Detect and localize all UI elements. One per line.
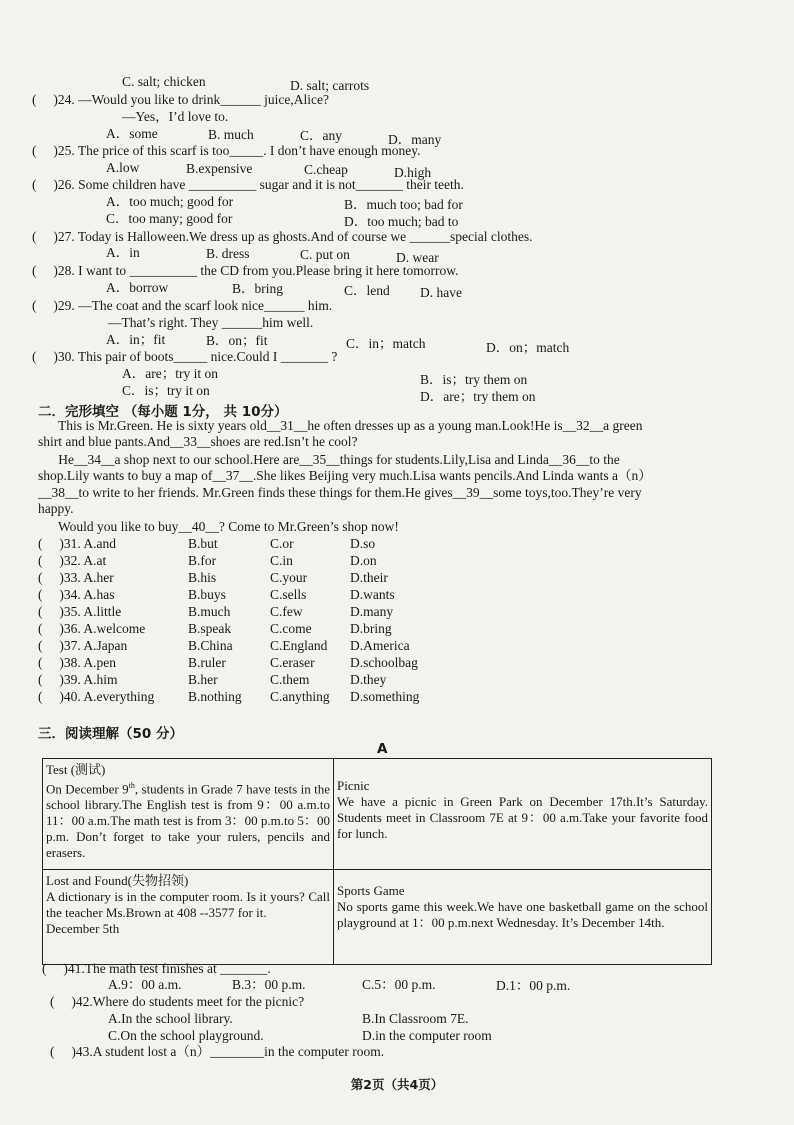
test-notice-date-suffix: th <box>128 781 135 790</box>
sports-notice-body: No sports game this week.We have one basketball game on the school playground at 1：00 p.m.next Wednesday. It’s December 14th. <box>337 899 708 930</box>
lost-found-date: December 5th <box>46 921 120 936</box>
q26-option-d: D．too much; bad to <box>344 214 459 229</box>
q24-reply: —Yes，I’d love to. <box>122 109 229 124</box>
cloze-item-40-c: C.anything <box>270 689 330 704</box>
section3-title: 三．阅读理解（50 分） <box>38 726 183 742</box>
q27-option-b: B. dress <box>206 246 250 261</box>
q24-stem: ( )24. —Would you like to drink______ juice,Alice? <box>32 92 329 107</box>
picnic-notice-title: Picnic <box>337 778 370 793</box>
cloze-item-32-d: D.on <box>350 553 377 568</box>
q42-option-c: C.On the school playground. <box>108 1028 264 1043</box>
q29-option-a: A．in；fit <box>106 332 166 347</box>
cloze-item-37-d: D.America <box>350 638 410 653</box>
cloze-line-3: He__34__a shop next to our school.Here are__35__things for students.Lily,Lisa and Linda__36__to the <box>38 452 620 467</box>
cloze-line-6: happy. <box>38 501 74 516</box>
cloze-item-33-d: D.their <box>350 570 388 585</box>
cloze-item-33-b: B.his <box>188 570 217 585</box>
q25-stem: ( )25. The price of this scarf is too_____. I don’t have enough money. <box>32 143 421 158</box>
cloze-item-38-b: B.ruler <box>188 655 226 670</box>
cloze-item-40-b: B.nothing <box>188 689 242 704</box>
reading-part-label: A <box>377 741 388 757</box>
q29-stem: ( )29. —The coat and the scarf look nice______ him. <box>32 298 333 313</box>
cloze-item-32-b: B.for <box>188 553 217 568</box>
cloze-line-4: shop.Lily wants to buy a map of__37__.She likes Beijing very much.Lisa wants pencils.And Linda wants a（n） <box>38 468 652 483</box>
q25-option-d: D.high <box>394 165 432 180</box>
q42-option-b: B.In Classroom 7E. <box>362 1011 469 1026</box>
cloze-item-33-a: ( )33. A.her <box>38 570 114 585</box>
q26-option-b: B．much too; bad for <box>344 197 463 212</box>
test-notice-body <box>46 778 330 861</box>
q24-option-b: B. much <box>208 127 254 142</box>
sports-notice-title: Sports Game <box>337 883 405 898</box>
test-notice-date: On December 9 <box>46 781 129 797</box>
q27-stem: ( )27. Today is Halloween.We dress up as ghosts.And of course we ______special clothes. <box>32 229 533 244</box>
cloze-item-34-c: C.sells <box>270 587 307 602</box>
q42-stem: ( )42.Where do students meet for the picnic? <box>50 994 305 1009</box>
q29-option-b: B．on；fit <box>206 333 268 348</box>
q29-reply: —That’s right. They ______him well. <box>108 315 314 330</box>
q26-stem: ( )26. Some children have __________ sugar and it is not_______ their teeth. <box>32 177 464 192</box>
q24-option-d: D．many <box>388 132 442 147</box>
cloze-item-37-c: C.England <box>270 638 328 653</box>
cloze-item-34-b: B.buys <box>188 587 226 602</box>
page-footer: 第2页（共4页） <box>350 1077 444 1092</box>
cloze-item-35-c: C.few <box>270 604 303 619</box>
q41-stem: ( )41.The math test finishes at _______. <box>42 961 271 976</box>
cloze-item-39-b: B.her <box>188 672 218 687</box>
q28-option-a: A．borrow <box>106 280 169 295</box>
cloze-item-40-a: ( )40. A.everything <box>38 689 155 704</box>
lost-found-notice <box>43 870 334 965</box>
q29-option-d: D．on；match <box>486 340 570 355</box>
cloze-item-39-c: C.them <box>270 672 310 687</box>
q24-option-c: C．any <box>300 128 342 143</box>
q29-option-c: C．in；match <box>346 336 426 351</box>
cloze-item-38-d: D.schoolbag <box>350 655 418 670</box>
q25-option-b: B.expensive <box>186 161 253 176</box>
q30-option-d: D．are；try them on <box>420 389 536 404</box>
q41-option-a: A.9：00 a.m. <box>108 977 182 992</box>
cloze-item-35-a: ( )35. A.little <box>38 604 122 619</box>
q42-option-a: A.In the school library. <box>108 1011 233 1026</box>
q28-stem: ( )28. I want to __________ the CD from you.Please bring it here tomorrow. <box>32 263 459 278</box>
cloze-item-37-b: B.China <box>188 638 233 653</box>
picnic-notice-body: We have a picnic in Green Park on December 17th.It’s Saturday. Students meet in Classroom 7E at 9：00 a.m.Take your favorite food for lunch. <box>337 794 708 841</box>
cloze-line-1: This is Mr.Green. He is sixty years old__31__he often dresses up as a young man.Look!He is__32__a green <box>38 418 643 433</box>
q28-option-d: D. have <box>420 285 462 300</box>
sports-notice <box>334 870 712 965</box>
q42-option-d: D.in the computer room <box>362 1028 492 1043</box>
cloze-item-32-c: C.in <box>270 553 293 568</box>
q30-stem: ( )30. This pair of boots_____ nice.Could I _______ ? <box>32 349 338 364</box>
cloze-item-39-d: D.they <box>350 672 387 687</box>
q27-option-a: A．in <box>106 245 140 260</box>
q41-option-b: B.3：00 p.m. <box>232 977 306 992</box>
q30-option-c: C．is；try it on <box>122 383 210 398</box>
cloze-item-36-a: ( )36. A.welcome <box>38 621 146 636</box>
q27-option-c: C. put on <box>300 247 350 262</box>
cloze-item-34-a: ( )34. A.has <box>38 587 115 602</box>
notice-board-table <box>42 758 712 965</box>
q27-option-d: D. wear <box>396 250 439 265</box>
cloze-item-37-a: ( )37. A.Japan <box>38 638 128 653</box>
cloze-line-2: shirt and blue pants.And__33__shoes are red.Isn’t he cool? <box>38 434 358 449</box>
q28-option-c: C．lend <box>344 283 390 298</box>
q43-stem: ( )43.A student lost a（n）________in the computer room. <box>50 1044 385 1059</box>
lost-found-body: A dictionary is in the computer room. Is it yours? Call the teacher Ms.Brown at 408 --3577 for it. <box>46 889 330 920</box>
test-notice-title: Test (测试) <box>46 762 106 777</box>
section2-title: 二．完形填空 （每小题 1分， 共 10分） <box>38 404 288 420</box>
cloze-item-32-a: ( )32. A.at <box>38 553 107 568</box>
q26-option-c: C．too many; good for <box>106 211 233 226</box>
cloze-item-33-c: C.your <box>270 570 308 585</box>
cloze-item-38-c: C.eraser <box>270 655 315 670</box>
q28-option-b: B．bring <box>232 281 284 296</box>
cloze-item-35-d: D.many <box>350 604 394 619</box>
q24-option-a: A．some <box>106 126 158 141</box>
cloze-item-31-b: B.but <box>188 536 218 551</box>
q30-option-b: B．is；try them on <box>420 372 528 387</box>
q41-option-d: D.1：00 p.m. <box>496 978 571 993</box>
lost-found-title: Lost and Found(失物招领) <box>46 873 189 888</box>
q23-option-c: C. salt; chicken <box>122 74 206 89</box>
cloze-item-35-b: B.much <box>188 604 231 619</box>
q41-option-c: C.5：00 p.m. <box>362 977 436 992</box>
cloze-item-39-a: ( )39. A.him <box>38 672 118 687</box>
q30-option-a: A．are；try it on <box>122 366 218 381</box>
cloze-item-31-d: D.so <box>350 536 376 551</box>
cloze-line-5: __38__to write to her friends. Mr.Green finds these things for them.He gives__39__some toys,too.They’re very <box>38 485 642 500</box>
cloze-item-36-d: D.bring <box>350 621 392 636</box>
cloze-item-31-a: ( )31. A.and <box>38 536 116 551</box>
test-notice-text: , students in Grade 7 have tests in the school library.The English test is from 9：00 a.m.to 11：00 a.m.The math test is from 3：00 p.m.to 5：00 p.m. Don’t forget to take your rulers, pencils and erasers. <box>46 781 330 861</box>
picnic-notice <box>334 759 712 870</box>
q25-option-a: A.low <box>106 160 140 175</box>
cloze-item-34-d: D.wants <box>350 587 395 602</box>
cloze-item-40-d: D.something <box>350 689 420 704</box>
cloze-item-31-c: C.or <box>270 536 294 551</box>
cloze-item-38-a: ( )38. A.pen <box>38 655 116 670</box>
q26-option-a: A．too much; good for <box>106 194 234 209</box>
cloze-item-36-c: C.come <box>270 621 312 636</box>
cloze-line-7: Would you like to buy__40__? Come to Mr.Green’s shop now! <box>38 519 399 534</box>
q23-option-d: D. salt; carrots <box>290 78 370 93</box>
test-notice <box>43 759 334 870</box>
cloze-item-36-b: B.speak <box>188 621 232 636</box>
q25-option-c: C.cheap <box>304 162 348 177</box>
